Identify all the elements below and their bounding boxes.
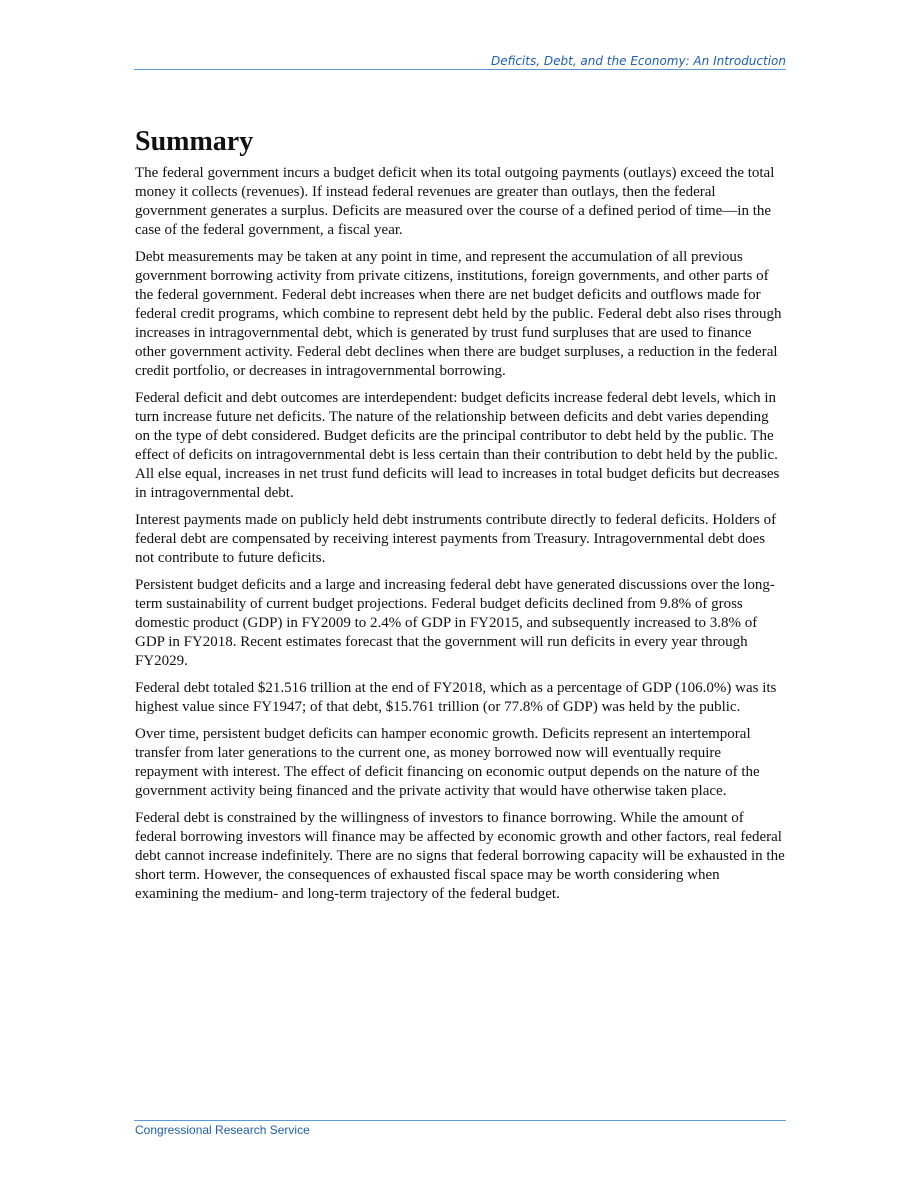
page-title: Summary (135, 126, 254, 157)
document-body (135, 124, 786, 912)
summary-paragraph-1: The federal government incurs a budget deficit when its total outgoing payments (outlays) exceed the total money it collects (revenues). If instead federal revenues are greater than outlays, then the federal government generates a surplus. Deficits are measured over the course of a defined period of time—in the case of the federal government, a fiscal year. (135, 165, 775, 238)
summary-paragraph-5: Persistent budget deficits and a large and increasing federal debt have generated discussions over the long-term sustainability of current budget projections. Federal budget deficits declined from 9.8% of gross domestic product (GDP) in FY2009 to 2.4% of GDP in FY2015, and subsequently increased to 3.8% of GDP in FY2018. Recent estimates forecast that the government will run deficits in every year through FY2029. (135, 577, 775, 669)
footer-source: Congressional Research Service (135, 1123, 310, 1137)
footer-divider (134, 1120, 786, 1121)
header-divider (134, 69, 786, 70)
summary-paragraph-3: Federal deficit and debt outcomes are interdependent: budget deficits increase federal debt levels, which in turn increase future net deficits. The nature of the relationship between deficits and debt varies depending on the type of debt considered. Budget deficits are the principal contributor to debt held by the public. The effect of deficits on intragovernmental debt is less certain than their contribution to debt held by the public. All else equal, increases in net trust fund deficits will lead to increases in total budget deficits but decreases in intragovernmental debt. (135, 390, 780, 501)
summary-paragraph-7: Over time, persistent budget deficits can hamper economic growth. Deficits represent an intertemporal transfer from later generations to the current one, as money borrowed now will eventually require repayment with interest. The effect of deficit financing on economic output depends on the nature of the government activity being financed and the private activity that would have otherwise taken place. (135, 726, 760, 799)
summary-paragraph-6: Federal debt totaled $21.516 trillion at the end of FY2018, which as a percentage of GDP (106.0%) was its highest value since FY1947; of that debt, $15.761 trillion (or 77.8% of GDP) was held by the public. (135, 680, 777, 715)
summary-paragraph-4: Interest payments made on publicly held debt instruments contribute directly to federal deficits. Holders of federal debt are compensated by receiving interest payments from Treasury. Intragovernmental debt does not contribute to future deficits. (135, 512, 777, 566)
summary-paragraph-2: Debt measurements may be taken at any point in time, and represent the accumulation of all previous government borrowing activity from private citizens, institutions, foreign governments, and other parts of the federal government. Federal debt increases when there are net budget deficits and outflows made for federal credit programs, which combine to represent debt held by the public. Federal debt also rises through increases in intragovernmental debt, which is generated by trust fund surpluses that are used to finance other government activity. Federal debt declines when there are budget surpluses, a reduction in the federal credit portfolio, or decreases in intragovernmental borrowing. (135, 249, 782, 379)
running-header-title: Deficits, Debt, and the Economy: An Introduction (490, 54, 786, 68)
summary-paragraph-8: Federal debt is constrained by the willingness of investors to finance borrowing. While the amount of federal borrowing investors will finance may be affected by economic growth and other factors, real federal debt cannot increase indefinitely. There are no signs that federal borrowing capacity will be exhausted in the short term. However, the consequences of exhausted fiscal space may be worth considering when examining the medium- and long-term trajectory of the federal budget. (135, 810, 785, 902)
